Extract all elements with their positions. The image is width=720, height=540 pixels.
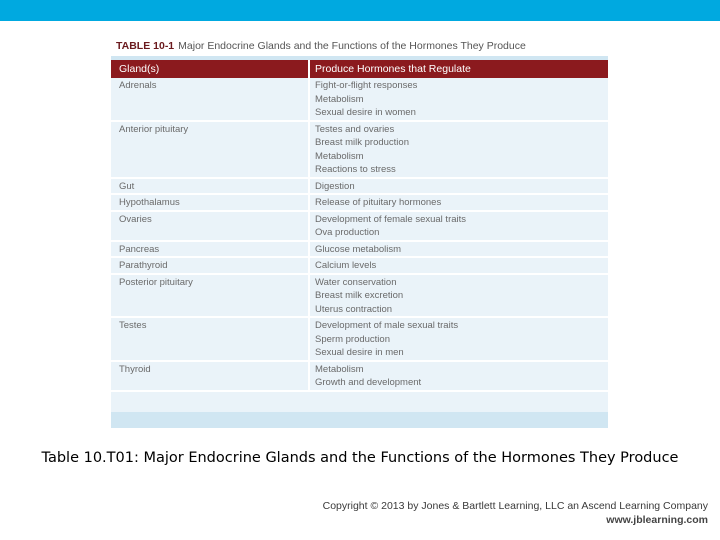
function-item: Fight-or-flight responses xyxy=(315,80,418,91)
table-title xyxy=(116,40,608,52)
function-item: Metabolism xyxy=(315,363,364,375)
function-item: Uterus contraction xyxy=(315,303,393,315)
gland-cell: Testes xyxy=(111,318,310,360)
gland-cell: Gut xyxy=(111,179,310,194)
function-item: Metabolism xyxy=(315,93,364,105)
table-number: TABLE 10-1 xyxy=(116,40,175,52)
gland-cell: Posterior pituitary xyxy=(111,275,310,317)
table-bottom-band xyxy=(111,412,608,428)
copyright-notice xyxy=(323,499,708,527)
table-row xyxy=(111,195,608,212)
gland-cell: Pancreas xyxy=(111,242,310,257)
function-item: Glucose metabolism xyxy=(315,243,402,255)
table-row xyxy=(111,78,608,122)
function-item: Digestion xyxy=(315,180,355,192)
function-item: Sexual desire in men xyxy=(315,347,404,358)
gland-cell: Thyroid xyxy=(111,362,310,390)
function-item: Sperm production xyxy=(315,333,390,345)
function-cell xyxy=(310,258,608,273)
function-item: Metabolism xyxy=(315,150,364,162)
function-item: Development of female sexual traits xyxy=(315,213,467,225)
copyright-line: Copyright © 2013 by Jones & Bartlett Learning, LLC an Ascend Learning Company xyxy=(322,500,708,512)
function-cell xyxy=(310,275,608,317)
function-item: Water conservation xyxy=(315,276,397,288)
header-functions: Produce Hormones that Regulate xyxy=(315,63,471,75)
function-item: Breast milk production xyxy=(315,137,409,148)
table-row xyxy=(111,362,608,392)
gland-cell: Ovaries xyxy=(111,212,310,240)
function-cell xyxy=(310,195,608,210)
function-item: Testes and ovaries xyxy=(315,123,395,135)
publisher-url: www.jblearning.com xyxy=(606,514,708,526)
table-header-row xyxy=(111,60,608,78)
function-cell xyxy=(310,122,608,177)
header-glands: Gland(s) xyxy=(111,60,310,78)
function-item: Development of male sexual traits xyxy=(315,320,459,331)
function-item: Growth and development xyxy=(315,377,422,388)
table-row xyxy=(111,242,608,259)
top-accent-bar xyxy=(0,0,720,21)
function-item: Reactions to stress xyxy=(315,164,396,175)
function-item: Sexual desire in women xyxy=(315,107,416,118)
function-item: Calcium levels xyxy=(315,260,377,271)
function-cell xyxy=(310,212,608,240)
endocrine-table xyxy=(111,60,608,428)
table-row xyxy=(111,179,608,196)
function-cell xyxy=(310,179,608,194)
table-row xyxy=(111,258,608,275)
gland-cell: Anterior pituitary xyxy=(111,122,310,177)
function-cell xyxy=(310,242,608,257)
function-item: Ova production xyxy=(315,227,380,238)
function-item: Breast milk excretion xyxy=(315,290,404,301)
table-row xyxy=(111,318,608,362)
function-item: Release of pituitary hormones xyxy=(315,197,442,208)
table-body xyxy=(111,78,608,392)
function-cell xyxy=(310,318,608,360)
function-cell xyxy=(310,78,608,120)
table-title-text: Major Endocrine Glands and the Functions of the Hormones They Produce xyxy=(178,40,526,52)
slide-caption: Table 10.T01: Major Endocrine Glands and the Functions of the Hormones They Produce xyxy=(41,450,679,466)
table-row xyxy=(111,275,608,319)
function-cell xyxy=(310,362,608,390)
gland-cell: Hypothalamus xyxy=(111,195,310,210)
gland-cell: Adrenals xyxy=(111,78,310,120)
table-row xyxy=(111,212,608,242)
table-row xyxy=(111,122,608,179)
gland-cell: Parathyroid xyxy=(111,258,310,273)
